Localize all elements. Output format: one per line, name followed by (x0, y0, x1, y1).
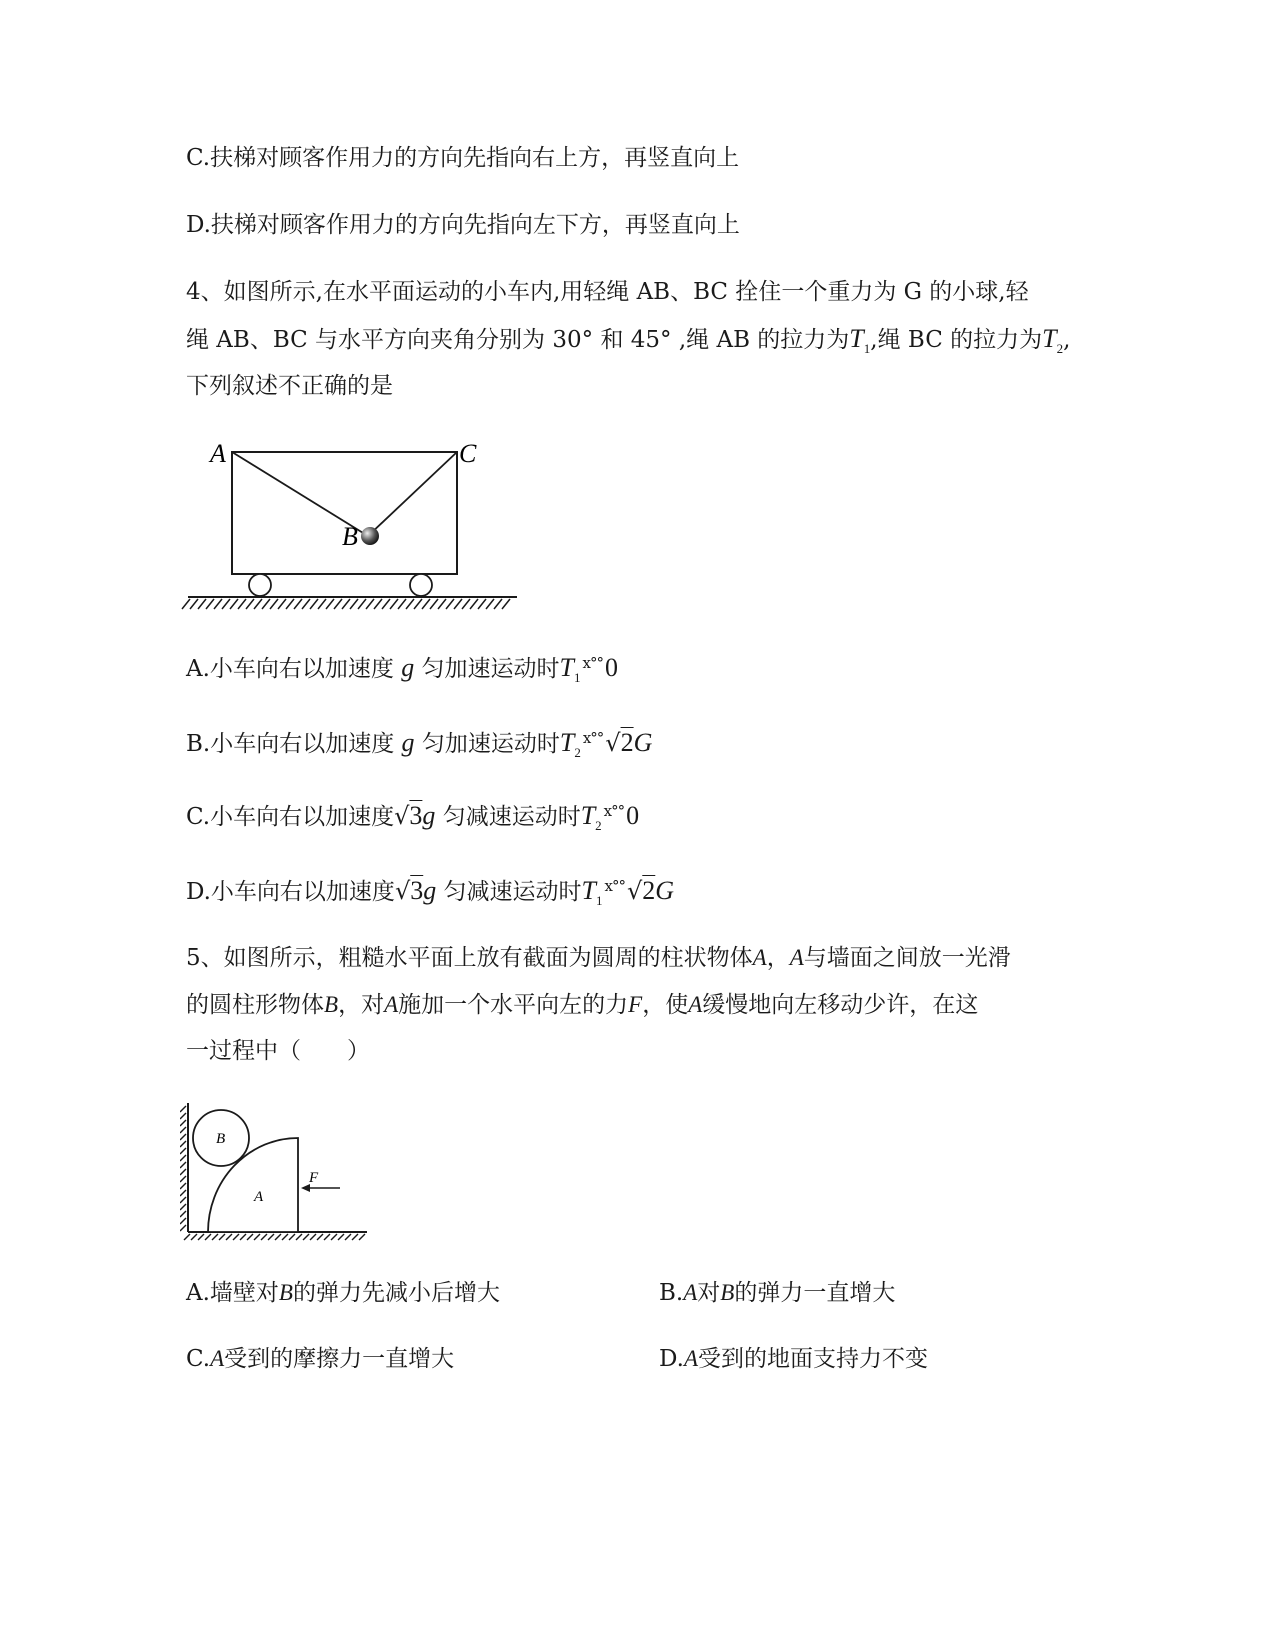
hatch-stroke (342, 599, 350, 609)
hatch-stroke (247, 1234, 253, 1240)
label-c: C (459, 439, 477, 468)
hatch-stroke (438, 599, 446, 609)
label-b: B (342, 522, 358, 551)
hatch-stroke (398, 599, 406, 609)
t1-symbol: $T_1$ (849, 324, 871, 356)
hatch-stroke (182, 599, 190, 609)
hatch-stroke (240, 1234, 246, 1240)
q4-option-d: D.小车向右以加速度√3g 匀减速运动时$T_1^{ⅹ^\circ^\circ}√2G$ (186, 876, 675, 908)
hatch-stroke (338, 1234, 344, 1240)
hatch-stroke (180, 1113, 186, 1119)
hatch-stroke (310, 599, 318, 609)
t2-symbol: $T_2$ (1042, 324, 1064, 356)
hatch-stroke (180, 1211, 186, 1217)
hatch-stroke (446, 599, 454, 609)
hatch-stroke (350, 599, 358, 609)
hatch-stroke (230, 599, 238, 609)
hatch-stroke (180, 1183, 186, 1189)
hatch-stroke (180, 1190, 186, 1196)
hatch-stroke (180, 1148, 186, 1154)
hatch-stroke (226, 1234, 232, 1240)
hatch-stroke (494, 599, 502, 609)
hatch-stroke (294, 599, 302, 609)
wall-hatching (180, 1106, 186, 1231)
hatch-stroke (246, 599, 254, 609)
right-wheel (410, 574, 432, 596)
q4-option-c: C.小车向右以加速度√3g 匀减速运动时$T_2^{ⅹ^\circ^\circ}0$ (186, 801, 640, 833)
hatch-stroke (324, 1234, 330, 1240)
q4-option-a: A.小车向右以加速度 g 匀加速运动时$T_1^{ⅹ^\circ^\circ}0$ (186, 653, 618, 685)
q5-stem-line2: 的圆柱形物体B，对A施加一个水平向左的力F，使A缓慢地向左移动少许，在这 (186, 992, 979, 1018)
hatch-stroke (374, 599, 382, 609)
hatch-stroke (359, 1234, 365, 1240)
hatch-stroke (180, 1127, 186, 1133)
hatch-stroke (270, 599, 278, 609)
q5-option-b: B.A对B的弹力一直增大 (659, 1280, 896, 1306)
q4-stem-line3: 下列叙述不正确的是 (186, 373, 393, 399)
q5-figure (180, 1098, 375, 1243)
ball-b (361, 527, 379, 545)
hatch-stroke (180, 1197, 186, 1203)
hatch-stroke (454, 599, 462, 609)
hatch-stroke (214, 599, 222, 609)
q3-option-c: C.扶梯对顾客作用力的方向先指向右上方，再竖直向上 (186, 145, 740, 171)
hatch-stroke (180, 1162, 186, 1168)
hatch-stroke (262, 599, 270, 609)
hatch-stroke (261, 1234, 267, 1240)
string-bc (368, 452, 457, 536)
hatch-stroke (382, 599, 390, 609)
hatch-stroke (470, 599, 478, 609)
hatch-stroke (180, 1225, 186, 1231)
q4-cart-figure (180, 432, 525, 617)
hatch-stroke (302, 599, 310, 609)
hatch-stroke (478, 599, 486, 609)
hatch-stroke (238, 599, 246, 609)
q4-option-b: B.小车向右以加速度 g 匀加速运动时$T_2^{ⅹ^\circ^\circ}√2G$ (186, 728, 653, 760)
hatch-stroke (430, 599, 438, 609)
hatch-stroke (334, 599, 342, 609)
hatch-stroke (486, 599, 494, 609)
hatch-stroke (222, 599, 230, 609)
hatch-stroke (212, 1234, 218, 1240)
floor-hatching (184, 1234, 365, 1240)
hatch-stroke (180, 1141, 186, 1147)
hatch-stroke (462, 599, 470, 609)
hatch-stroke (180, 1169, 186, 1175)
hatch-stroke (190, 599, 198, 609)
hatch-stroke (282, 1234, 288, 1240)
hatch-stroke (414, 599, 422, 609)
hatch-stroke (422, 599, 430, 609)
q4-stem-line1: 4、如图所示,在水平面运动的小车内,用轻绳 AB、BC 拴住一个重力为 G 的小球,轻 (186, 279, 1029, 305)
hatch-stroke (254, 1234, 260, 1240)
q5-option-a: A.墙壁对B的弹力先减小后增大 (186, 1280, 500, 1306)
hatch-stroke (318, 599, 326, 609)
hatch-stroke (180, 1155, 186, 1161)
hatch-stroke (275, 1234, 281, 1240)
hatch-stroke (180, 1134, 186, 1140)
left-wheel (249, 574, 271, 596)
hatch-stroke (180, 1106, 186, 1112)
hatch-stroke (366, 599, 374, 609)
ground-hatching (182, 599, 510, 609)
hatch-stroke (502, 599, 510, 609)
hatch-stroke (390, 599, 398, 609)
hatch-stroke (296, 1234, 302, 1240)
hatch-stroke (331, 1234, 337, 1240)
q4-stem-line2: 绳 AB、BC 与水平方向夹角分别为 30° 和 45° ,绳 AB 的拉力为$T_1$,绳 BC 的拉力为$T_2$, (186, 324, 1071, 356)
label-a: A (210, 439, 226, 468)
hatch-stroke (358, 599, 366, 609)
hatch-stroke (198, 1234, 204, 1240)
hatch-stroke (180, 1176, 186, 1182)
hatch-stroke (184, 1234, 190, 1240)
hatch-stroke (317, 1234, 323, 1240)
label-a: A (254, 1189, 264, 1205)
q3-option-d: D.扶梯对顾客作用力的方向先指向左下方，再竖直向上 (186, 212, 740, 238)
hatch-stroke (268, 1234, 274, 1240)
hatch-stroke (406, 599, 414, 609)
hatch-stroke (191, 1234, 197, 1240)
cart-body (232, 452, 457, 574)
hatch-stroke (286, 599, 294, 609)
hatch-stroke (180, 1204, 186, 1210)
hatch-stroke (278, 599, 286, 609)
label-b: B (216, 1131, 226, 1147)
hatch-stroke (352, 1234, 358, 1240)
hatch-stroke (205, 1234, 211, 1240)
hatch-stroke (254, 599, 262, 609)
q5-stem-line1: 5、如图所示，粗糙水平面上放有截面为圆周的柱状物体A，A与墙面之间放一光滑 (186, 945, 1011, 971)
hatch-stroke (345, 1234, 351, 1240)
label-f: F (309, 1170, 319, 1186)
hatch-stroke (233, 1234, 239, 1240)
hatch-stroke (219, 1234, 225, 1240)
hatch-stroke (310, 1234, 316, 1240)
hatch-stroke (206, 599, 214, 609)
q5-option-c: C.A受到的摩擦力一直增大 (186, 1346, 455, 1372)
q5-stem-line3: 一过程中（ ） (186, 1038, 370, 1064)
hatch-stroke (180, 1218, 186, 1224)
hatch-stroke (326, 599, 334, 609)
hatch-stroke (180, 1120, 186, 1126)
hatch-stroke (198, 599, 206, 609)
hatch-stroke (289, 1234, 295, 1240)
hatch-stroke (303, 1234, 309, 1240)
q5-option-d: D.A受到的地面支持力不变 (659, 1346, 928, 1372)
